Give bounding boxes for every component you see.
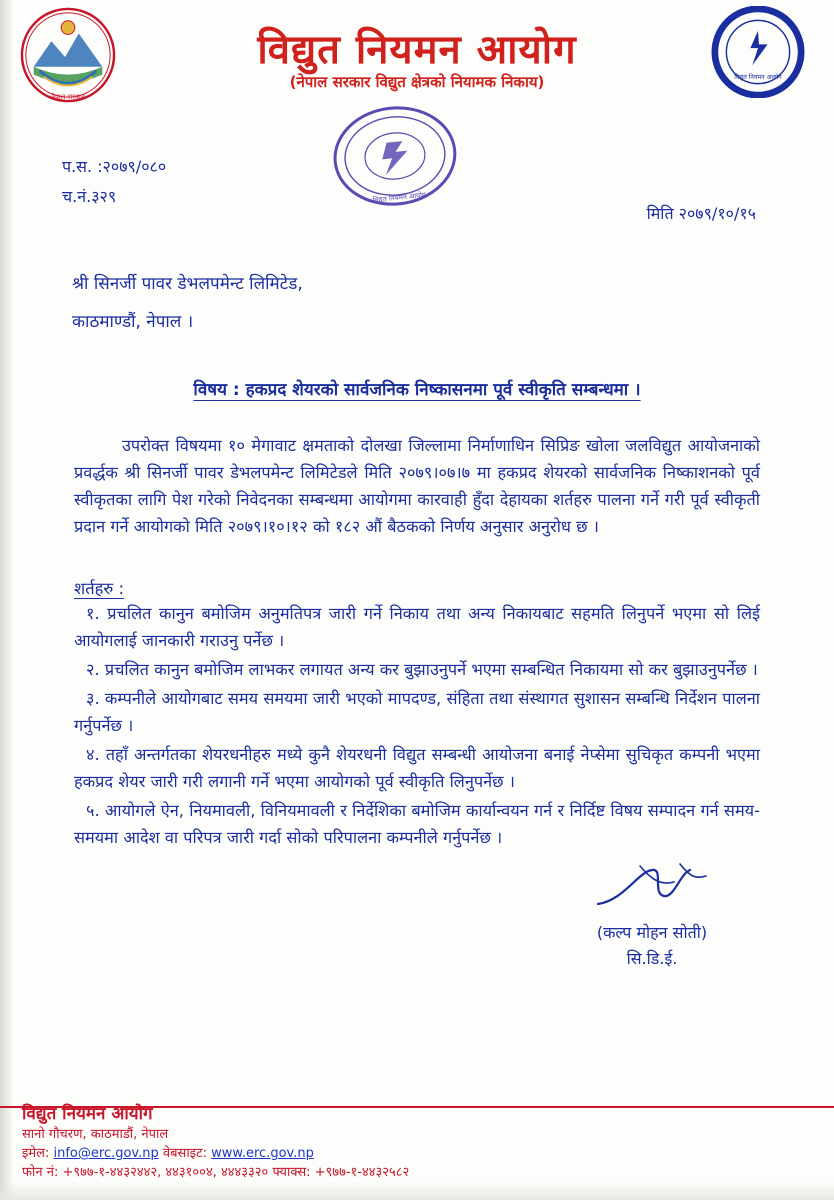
erc-logo-icon [710,6,806,98]
recipient-name: श्री सिनर्जी पावर डेभलपमेन्ट लिमिटेड, [72,274,303,294]
svg-text:नेपाल सरकार: नेपाल सरकार [51,93,85,102]
email-link[interactable]: info@erc.gov.np [53,1146,159,1161]
phone-number: +९७७-१-४४३२४४२, ४४३१००४, ४४४३३२० [62,1165,269,1180]
fax-label: फ्याक्स: [272,1165,311,1180]
list-item: २. प्रचलित कानुन बमोजिम लाभकर लगायत अन्य कर बुझाउनुपर्ने भएमा सम्बन्धित निकायमा सो कर बुझाउनुपर्नेछ । [86,660,758,679]
official-seal-stamp [315,96,475,216]
letterhead-footer [0,1103,834,1182]
svg-text:विद्युत नियमन आयोग: विद्युत नियमन आयोग [734,73,782,81]
scan-edge-shadow-bottom [0,1182,834,1200]
recipient-address [72,265,303,341]
list-item: ५. आयोगले ऐन, नियमावली, विनियमावली र निर्देशिका बमोजिम कार्यान्वयन गर्न र निर्दिष्ट विषय सम्पादन गर्न समय-समयमा आदेश वा परिपत्र जारी गर्दा सोको परिपालना कम्पनीले गर्नुपर्नेछ । [74,801,760,847]
org-subtitle: (नेपाल सरकार विद्युत क्षेत्रको नियामक निकाय) [289,73,545,91]
website-link[interactable]: www.erc.gov.np [211,1146,314,1161]
body-paragraph: उपरोक्त विषयमा १० मेगावाट क्षमताको दोलखा जिल्लामा निर्माणाधिन सिप्रिङ खोला जलविद्युत आयोजनाको प्रवर्द्धक श्री सिनर्जी पावर डेभलपमेन्ट लिमिटेडले मिति २०७९।०७।७ मा हकप्रद शेयरको सार्वजनिक निष्काशनको पूर्व स्वीकृतका लागि पेश गरेको निवेदनका सम्बन्धमा आयोगमा कारवाही हुँदा देहायका शर्तहरु पालना गर्ने गरी पूर्व स्वीकृती प्रदान गर्ने आयोगको मिति २०७९।१०।१२ को १८२ औं बैठकको निर्णय अनुसार अनुरोध छ । [74,436,760,536]
website-label: वेबसाइट: [162,1146,207,1161]
conditions-list [74,600,760,853]
page-title: विद्युत नियमन आयोग [257,27,577,73]
email-label: इमेल: [22,1146,50,1161]
subject-line: विषय : हकप्रद शेयरको सार्वजनिक निष्कासनमा पूर्व स्वीकृति सम्बन्धमा । [193,380,641,400]
chalani-number: च.नं.३२९ [62,187,117,206]
scan-edge-shadow [0,0,14,1200]
signer-name: (कल्प मोहन सोती) [596,923,708,942]
fax-number: +९७७-१-४४३२५८२ [314,1165,410,1180]
signer-designation: सि.डि.ई. [626,949,678,968]
handwritten-signature [594,860,714,920]
recipient-location: काठमाण्डौं, नेपाल । [72,312,194,332]
footer-org-title: विद्युत नियमन आयोग [22,1104,153,1124]
footer-phone-fax [22,1163,834,1182]
svg-text:विद्युत नियमन आयोग: विद्युत नियमन आयोग [372,191,427,205]
signature-block [562,920,742,972]
list-item: १. प्रचलित कानुन बमोजिम अनुमतिपत्र जारी गर्ने निकाय तथा अन्य निकायबाट सहमति लिनुपर्ने भएमा सो लिई आयोगलाई जानकारी गराउनु पर्नेछ । [74,604,760,650]
letterhead-header [0,0,834,110]
phone-label: फोन नं: [22,1165,59,1180]
list-item: ३. कम्पनीले आयोगबाट समय समयमा जारी भएको मापदण्ड, संहिता तथा संस्थागत सुशासन सम्बन्धि निर्देशन पालना गर्नुपर्नेछ । [74,689,760,735]
footer-address: सानो गौचरण, काठमाडौं, नेपाल [22,1127,169,1142]
conditions-heading: शर्तहरु : [74,579,125,598]
letter-date: मिति २०७९/१०/१५ [646,204,756,223]
patra-sankhya: प.स. :२०७९/०८० [62,157,167,176]
reference-block [62,152,166,212]
footer-email-website [22,1144,834,1163]
list-item: ४. तहाँ अन्तर्गतका शेयरधनीहरु मध्ये कुनै शेयरधनी विद्युत सम्बन्धी आयोजना बनाई नेप्सेमा सुचिकृत कम्पनी भएमा हकप्रद शेयर जारी गरी लगानी गर्ने भएमा आयोगको पूर्व स्वीकृति लिनुपर्नेछ । [74,745,760,791]
